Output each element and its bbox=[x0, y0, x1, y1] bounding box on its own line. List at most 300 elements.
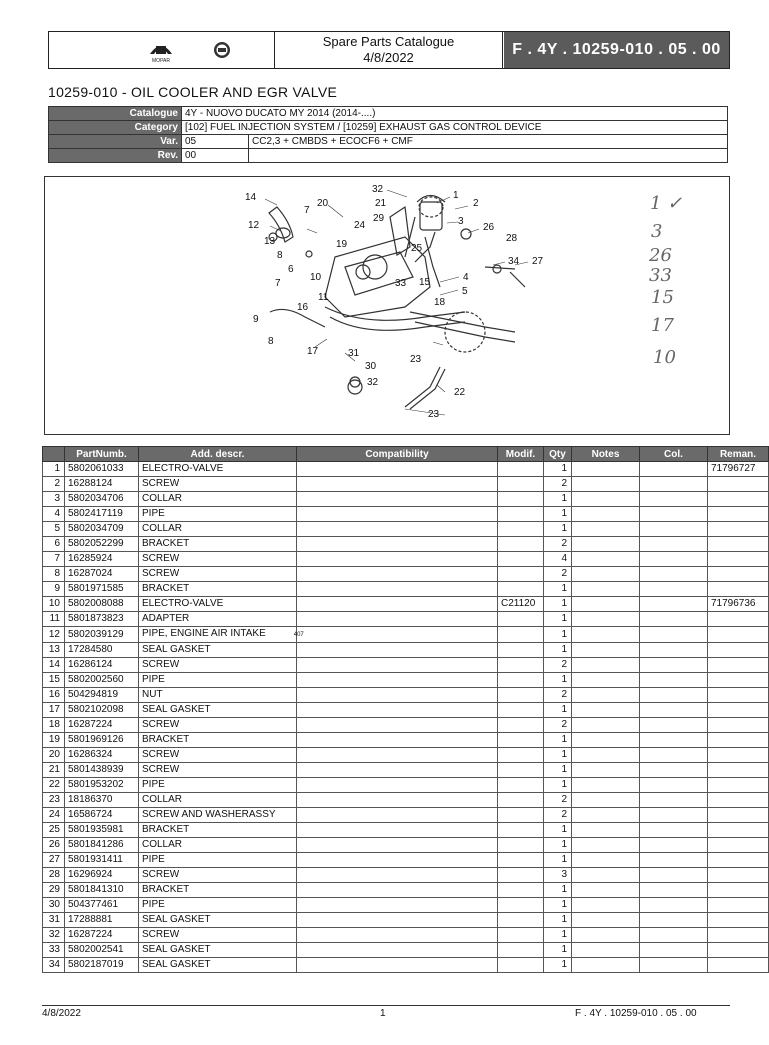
part-number-cell bbox=[65, 838, 139, 853]
row-index-text: 12 bbox=[48, 628, 60, 640]
part-number-cell bbox=[65, 688, 139, 703]
part-number-text: 16286324 bbox=[68, 749, 113, 760]
modif-cell bbox=[498, 492, 544, 507]
part-number-text: 5802061033 bbox=[68, 463, 124, 474]
qty-text: 1 bbox=[561, 734, 567, 745]
diagram-callout: 15 bbox=[419, 277, 431, 288]
info-value: 00 bbox=[182, 149, 249, 163]
modif-cell bbox=[498, 823, 544, 838]
qty-text: 1 bbox=[561, 628, 567, 640]
reman-cell bbox=[708, 838, 769, 853]
col-add-descr-header: Add. descr. bbox=[139, 447, 297, 462]
logo-area bbox=[49, 32, 275, 68]
diagram-callout: 10 bbox=[310, 272, 322, 283]
notes-cell bbox=[572, 462, 640, 477]
add-descr-cell bbox=[139, 928, 297, 943]
row-index-text: 34 bbox=[48, 959, 60, 970]
notes-cell bbox=[572, 913, 640, 928]
qty-cell bbox=[544, 552, 572, 567]
compatibility-cell bbox=[297, 567, 498, 582]
fiat-logo-icon bbox=[212, 40, 232, 60]
part-number-cell bbox=[65, 958, 139, 973]
notes-cell bbox=[572, 507, 640, 522]
row-index-text: 9 bbox=[54, 583, 60, 594]
add-descr-cell bbox=[139, 582, 297, 597]
qty-text: 1 bbox=[561, 959, 567, 970]
reman-cell bbox=[708, 868, 769, 883]
modif-cell bbox=[498, 703, 544, 718]
table-row bbox=[43, 673, 769, 688]
part-number-text: 16296924 bbox=[68, 869, 113, 880]
row-index-text: 14 bbox=[48, 659, 60, 670]
reman-cell bbox=[708, 913, 769, 928]
col-cell bbox=[640, 913, 708, 928]
part-number-cell bbox=[65, 913, 139, 928]
add-descr-text: PIPE, ENGINE AIR INTAKE bbox=[142, 628, 266, 639]
col-cell bbox=[640, 643, 708, 658]
add-descr-text: SEAL GASKET bbox=[142, 914, 211, 925]
modif-cell bbox=[498, 748, 544, 763]
row-index-cell bbox=[43, 733, 65, 748]
qty-text: 1 bbox=[561, 523, 567, 534]
part-number-cell bbox=[65, 868, 139, 883]
diagram-callout: 3 bbox=[458, 216, 464, 227]
compatibility-cell bbox=[297, 507, 498, 522]
part-number-cell bbox=[65, 928, 139, 943]
modif-cell bbox=[498, 507, 544, 522]
qty-text: 1 bbox=[561, 508, 567, 519]
part-number-cell bbox=[65, 778, 139, 793]
add-descr-text: SCREW bbox=[142, 749, 180, 760]
compatibility-cell bbox=[297, 477, 498, 492]
compatibility-cell bbox=[297, 793, 498, 808]
catalogue-header bbox=[48, 31, 730, 69]
qty-text: 1 bbox=[561, 749, 567, 760]
add-descr-cell bbox=[139, 898, 297, 913]
table-row bbox=[43, 552, 769, 567]
col-partnumb-header: PartNumb. bbox=[65, 447, 139, 462]
notes-cell bbox=[572, 582, 640, 597]
part-number-cell bbox=[65, 808, 139, 823]
compatibility-cell bbox=[297, 913, 498, 928]
modif-cell bbox=[498, 537, 544, 552]
part-number-cell bbox=[65, 673, 139, 688]
add-descr-text: PIPE bbox=[142, 674, 165, 685]
qty-text: 1 bbox=[561, 613, 567, 624]
row-index-cell bbox=[43, 703, 65, 718]
parts-body bbox=[43, 462, 769, 973]
notes-cell bbox=[572, 718, 640, 733]
col-cell bbox=[640, 763, 708, 778]
add-descr-cell bbox=[139, 552, 297, 567]
notes-cell bbox=[572, 612, 640, 627]
compatibility-cell bbox=[297, 688, 498, 703]
qty-text: 1 bbox=[561, 764, 567, 775]
part-number-cell bbox=[65, 943, 139, 958]
add-descr-cell bbox=[139, 763, 297, 778]
add-descr-cell bbox=[139, 838, 297, 853]
add-descr-cell bbox=[139, 853, 297, 868]
table-row bbox=[43, 823, 769, 838]
row-index-text: 15 bbox=[48, 674, 60, 685]
reman-cell bbox=[708, 748, 769, 763]
compatibility-cell bbox=[297, 597, 498, 612]
row-index-text: 6 bbox=[54, 538, 60, 549]
notes-cell bbox=[572, 552, 640, 567]
part-number-cell bbox=[65, 748, 139, 763]
qty-cell bbox=[544, 582, 572, 597]
part-number-text: 5802008088 bbox=[68, 598, 124, 609]
col-cell bbox=[640, 883, 708, 898]
row-index-cell bbox=[43, 913, 65, 928]
modif-cell bbox=[498, 733, 544, 748]
diagram-callout: 8 bbox=[268, 336, 274, 347]
add-descr-text: PIPE bbox=[142, 854, 165, 865]
notes-cell bbox=[572, 943, 640, 958]
descr-note: 407 bbox=[293, 632, 304, 638]
col-modif-header: Modif. bbox=[498, 447, 544, 462]
parts-header-row bbox=[43, 447, 769, 462]
row-index-text: 26 bbox=[48, 839, 60, 850]
part-number-text: 5802052299 bbox=[68, 538, 124, 549]
qty-cell bbox=[544, 492, 572, 507]
add-descr-text: SCREW bbox=[142, 553, 180, 564]
row-index-cell bbox=[43, 567, 65, 582]
modif-cell bbox=[498, 868, 544, 883]
qty-cell bbox=[544, 462, 572, 477]
col-cell bbox=[640, 838, 708, 853]
qty-text: 2 bbox=[561, 794, 567, 805]
table-row bbox=[43, 808, 769, 823]
add-descr-text: COLLAR bbox=[142, 839, 183, 850]
row-index-cell bbox=[43, 808, 65, 823]
row-index-cell bbox=[43, 823, 65, 838]
reman-cell bbox=[708, 643, 769, 658]
add-descr-text: BRACKET bbox=[142, 884, 190, 895]
part-number-text: 5801971585 bbox=[68, 583, 124, 594]
footer-date: 4/8/2022 bbox=[42, 1008, 81, 1019]
part-number-text: 5802417119 bbox=[68, 508, 123, 519]
add-descr-text: SCREW bbox=[142, 478, 180, 489]
table-row bbox=[43, 763, 769, 778]
diagram-callout: 20 bbox=[317, 198, 329, 209]
modif-cell bbox=[498, 612, 544, 627]
table-row bbox=[43, 958, 769, 973]
add-descr-cell bbox=[139, 537, 297, 552]
notes-cell bbox=[572, 808, 640, 823]
col-cell bbox=[640, 808, 708, 823]
notes-cell bbox=[572, 673, 640, 688]
diagram-callout: 12 bbox=[248, 220, 260, 231]
part-number-text: 17284580 bbox=[68, 644, 113, 655]
qty-text: 1 bbox=[561, 899, 567, 910]
part-number-cell bbox=[65, 462, 139, 477]
compatibility-cell bbox=[297, 582, 498, 597]
part-number-text: 16288124 bbox=[68, 478, 113, 489]
notes-cell bbox=[572, 763, 640, 778]
row-index-cell bbox=[43, 763, 65, 778]
add-descr-text: SCREW bbox=[142, 764, 180, 775]
notes-cell bbox=[572, 838, 640, 853]
table-row bbox=[43, 703, 769, 718]
info-label: Rev. bbox=[49, 149, 182, 163]
col-cell bbox=[640, 673, 708, 688]
add-descr-text: SEAL GASKET bbox=[142, 644, 211, 655]
diagram-callout: 22 bbox=[454, 387, 466, 398]
row-index-text: 22 bbox=[48, 779, 60, 790]
row-index-cell bbox=[43, 462, 65, 477]
diagram-callout: 32 bbox=[367, 377, 379, 388]
col-cell bbox=[640, 868, 708, 883]
qty-text: 3 bbox=[561, 869, 567, 880]
modif-cell bbox=[498, 898, 544, 913]
info-row bbox=[49, 135, 728, 149]
notes-cell bbox=[572, 492, 640, 507]
part-number-text: 5802002560 bbox=[68, 674, 124, 685]
table-row bbox=[43, 597, 769, 612]
add-descr-cell bbox=[139, 703, 297, 718]
reman-cell bbox=[708, 808, 769, 823]
reman-cell bbox=[708, 537, 769, 552]
table-row bbox=[43, 507, 769, 522]
qty-cell bbox=[544, 673, 572, 688]
diagram-callout: 6 bbox=[288, 264, 294, 275]
reman-cell bbox=[708, 688, 769, 703]
qty-text: 1 bbox=[561, 598, 567, 609]
info-label: Category bbox=[49, 121, 182, 135]
col-cell bbox=[640, 477, 708, 492]
add-descr-text: BRACKET bbox=[142, 824, 190, 835]
reman-cell bbox=[708, 778, 769, 793]
qty-cell bbox=[544, 853, 572, 868]
compatibility-cell bbox=[297, 492, 498, 507]
compatibility-cell bbox=[297, 522, 498, 537]
col-cell bbox=[640, 552, 708, 567]
col-cell bbox=[640, 537, 708, 552]
qty-cell bbox=[544, 748, 572, 763]
qty-text: 1 bbox=[561, 944, 567, 955]
row-index-cell bbox=[43, 537, 65, 552]
part-number-text: 16287224 bbox=[68, 719, 113, 730]
row-index-cell bbox=[43, 627, 65, 643]
add-descr-text: PIPE bbox=[142, 899, 165, 910]
part-number-text: 504377461 bbox=[68, 899, 119, 910]
reman-text: 71796727 bbox=[711, 463, 756, 474]
table-row bbox=[43, 853, 769, 868]
modif-cell bbox=[498, 522, 544, 537]
modif-cell bbox=[498, 958, 544, 973]
col-cell bbox=[640, 492, 708, 507]
part-number-text: 16285924 bbox=[68, 553, 113, 564]
part-number-cell bbox=[65, 567, 139, 582]
add-descr-text: SCREW bbox=[142, 869, 180, 880]
add-descr-cell bbox=[139, 688, 297, 703]
diagram-callout: 9 bbox=[253, 314, 259, 325]
part-number-text: 5802187019 bbox=[68, 959, 124, 970]
modif-cell bbox=[498, 883, 544, 898]
table-row bbox=[43, 883, 769, 898]
add-descr-cell bbox=[139, 718, 297, 733]
row-index-cell bbox=[43, 612, 65, 627]
add-descr-cell bbox=[139, 643, 297, 658]
col-index-header bbox=[43, 447, 65, 462]
qty-text: 2 bbox=[561, 689, 567, 700]
reman-cell bbox=[708, 853, 769, 868]
compatibility-cell bbox=[297, 673, 498, 688]
add-descr-cell bbox=[139, 778, 297, 793]
compatibility-cell bbox=[297, 462, 498, 477]
qty-cell bbox=[544, 793, 572, 808]
modif-cell bbox=[498, 658, 544, 673]
part-number-cell bbox=[65, 718, 139, 733]
col-cell bbox=[640, 748, 708, 763]
part-number-cell bbox=[65, 658, 139, 673]
page-title: 10259-010 - OIL COOLER AND EGR VALVE bbox=[48, 84, 338, 100]
reman-cell bbox=[708, 492, 769, 507]
qty-text: 4 bbox=[561, 553, 567, 564]
modif-cell bbox=[498, 597, 544, 612]
diagram-callout: 27 bbox=[532, 256, 544, 267]
add-descr-text: SCREW AND WASHERASSY bbox=[142, 809, 276, 820]
row-index-cell bbox=[43, 898, 65, 913]
add-descr-cell bbox=[139, 597, 297, 612]
row-index-text: 30 bbox=[48, 899, 60, 910]
info-value: 4Y - NUOVO DUCATO MY 2014 (2014-....) bbox=[182, 107, 728, 121]
col-cell bbox=[640, 733, 708, 748]
row-index-cell bbox=[43, 943, 65, 958]
qty-text: 1 bbox=[561, 914, 567, 925]
notes-cell bbox=[572, 928, 640, 943]
qty-cell bbox=[544, 943, 572, 958]
diagram-callout: 7 bbox=[304, 205, 310, 216]
table-row bbox=[43, 778, 769, 793]
row-index-cell bbox=[43, 748, 65, 763]
part-number-text: 16287024 bbox=[68, 568, 113, 579]
qty-cell bbox=[544, 703, 572, 718]
part-number-text: 16287224 bbox=[68, 929, 113, 940]
notes-cell bbox=[572, 522, 640, 537]
qty-cell bbox=[544, 778, 572, 793]
add-descr-cell bbox=[139, 673, 297, 688]
catalogue-title: Spare Parts Catalogue bbox=[322, 34, 455, 49]
part-number-cell bbox=[65, 733, 139, 748]
info-row bbox=[49, 121, 728, 135]
part-number-cell bbox=[65, 627, 139, 643]
info-label: Var. bbox=[49, 135, 182, 149]
handwritten-note: 33 bbox=[649, 265, 672, 286]
row-index-cell bbox=[43, 507, 65, 522]
compatibility-cell bbox=[297, 928, 498, 943]
modif-cell bbox=[498, 943, 544, 958]
info-table bbox=[48, 106, 728, 163]
part-number-text: 5801969126 bbox=[68, 734, 124, 745]
reman-cell bbox=[708, 793, 769, 808]
part-number-text: 5801953202 bbox=[68, 779, 124, 790]
row-index-cell bbox=[43, 597, 65, 612]
qty-cell bbox=[544, 627, 572, 643]
reman-cell bbox=[708, 823, 769, 838]
col-cell bbox=[640, 582, 708, 597]
row-index-cell bbox=[43, 492, 65, 507]
qty-cell bbox=[544, 658, 572, 673]
compatibility-cell bbox=[297, 898, 498, 913]
col-qty-header: Qty bbox=[544, 447, 572, 462]
add-descr-text: COLLAR bbox=[142, 794, 183, 805]
col-cell bbox=[640, 612, 708, 627]
notes-cell bbox=[572, 733, 640, 748]
reman-cell bbox=[708, 883, 769, 898]
qty-text: 1 bbox=[561, 493, 567, 504]
modif-cell bbox=[498, 853, 544, 868]
part-number-text: 5801873823 bbox=[68, 613, 124, 624]
compatibility-cell bbox=[297, 868, 498, 883]
qty-cell bbox=[544, 477, 572, 492]
diagram-callout: 7 bbox=[275, 278, 281, 289]
notes-cell bbox=[572, 868, 640, 883]
row-index-cell bbox=[43, 718, 65, 733]
part-number-cell bbox=[65, 492, 139, 507]
table-row bbox=[43, 567, 769, 582]
add-descr-cell bbox=[139, 748, 297, 763]
diagram-callout: 4 bbox=[463, 272, 469, 283]
col-cell bbox=[640, 462, 708, 477]
add-descr-cell bbox=[139, 733, 297, 748]
compatibility-cell bbox=[297, 808, 498, 823]
diagram-callout: 25 bbox=[411, 243, 423, 254]
add-descr-cell bbox=[139, 808, 297, 823]
diagram-callout: 26 bbox=[483, 222, 495, 233]
reman-cell bbox=[708, 928, 769, 943]
part-number-text: 18186370 bbox=[68, 794, 113, 805]
qty-cell bbox=[544, 763, 572, 778]
diagram-callout: 16 bbox=[297, 302, 309, 313]
table-row bbox=[43, 643, 769, 658]
row-index-text: 18 bbox=[48, 719, 60, 730]
qty-text: 1 bbox=[561, 779, 567, 790]
table-row bbox=[43, 868, 769, 883]
qty-cell bbox=[544, 898, 572, 913]
reman-cell bbox=[708, 718, 769, 733]
part-number-text: 5802039129 bbox=[68, 628, 124, 640]
add-descr-text: ELECTRO-VALVE bbox=[142, 598, 224, 609]
compatibility-cell bbox=[297, 838, 498, 853]
diagram-callout: 23 bbox=[410, 354, 422, 365]
add-descr-cell bbox=[139, 823, 297, 838]
add-descr-text: SCREW bbox=[142, 659, 180, 670]
modif-cell bbox=[498, 928, 544, 943]
reman-cell bbox=[708, 943, 769, 958]
diagram-callout: 18 bbox=[434, 297, 446, 308]
notes-cell bbox=[572, 597, 640, 612]
add-descr-cell bbox=[139, 492, 297, 507]
add-descr-text: NUT bbox=[142, 689, 163, 700]
col-cell bbox=[640, 928, 708, 943]
diagram-callout: 14 bbox=[245, 192, 257, 203]
table-row bbox=[43, 612, 769, 627]
row-index-text: 33 bbox=[48, 944, 60, 955]
footer-page-number: 1 bbox=[380, 1008, 386, 1019]
row-index-cell bbox=[43, 552, 65, 567]
part-number-text: 5802002541 bbox=[68, 944, 124, 955]
row-index-cell bbox=[43, 793, 65, 808]
diagram-callout: 1 bbox=[453, 190, 459, 201]
row-index-text: 1 bbox=[54, 463, 60, 474]
compatibility-cell bbox=[297, 853, 498, 868]
diagram-callout: 19 bbox=[336, 239, 348, 250]
table-row bbox=[43, 793, 769, 808]
qty-text: 1 bbox=[561, 674, 567, 685]
table-row bbox=[43, 688, 769, 703]
